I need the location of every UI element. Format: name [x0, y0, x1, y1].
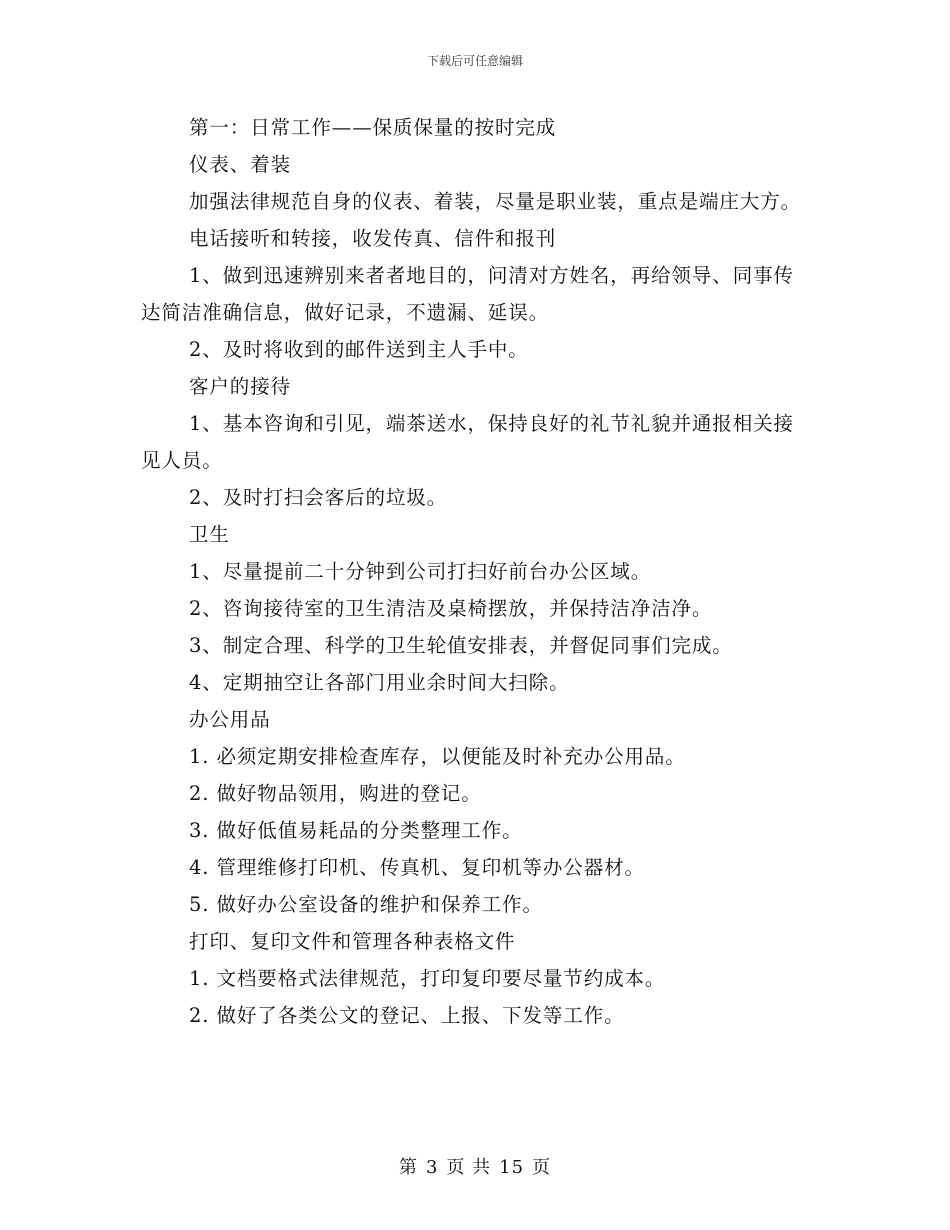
paragraph: 1、尽量提前二十分钟到公司打扫好前台办公区域。 — [189, 560, 652, 583]
page-header: 下载后可任意编辑 — [426, 54, 523, 68]
paragraph: 4. 管理维修打印机、传真机、复印机等办公器材。 — [189, 856, 645, 879]
document-body — [141, 109, 809, 1034]
paragraph: 办公用品 — [189, 708, 271, 731]
paragraph: 1、基本咨询和引见，端茶送水，保持良好的礼节礼貌并通报相关接见人员。 — [141, 412, 794, 472]
paragraph: 5. 做好办公室设备的维护和保养工作。 — [189, 893, 543, 916]
total-pages: 15 — [499, 1157, 525, 1178]
paragraph: 2、及时将收到的邮件送到主人手中。 — [189, 338, 529, 361]
paragraph: 1. 文档要格式法律规范，打印复印要尽量节约成本。 — [189, 967, 666, 990]
paragraph: 4、定期抽空让各部门用业余时间大扫除。 — [189, 671, 570, 694]
page-footer — [0, 1153, 950, 1179]
page-label-mid: 页 共 — [446, 1157, 492, 1178]
paragraph: 2. 做好了各类公文的登记、上报、下发等工作。 — [189, 1004, 625, 1027]
page-number: 3 — [425, 1157, 439, 1178]
paragraph: 卫生 — [189, 523, 230, 546]
paragraph: 2. 做好物品领用，购进的登记。 — [189, 782, 482, 805]
paragraph: 2、及时打扫会客后的垃圾。 — [189, 486, 448, 509]
paragraph: 1. 必须定期安排检查库存，以便能及时补充办公用品。 — [189, 745, 686, 768]
paragraph: 电话接听和转接，收发传真、信件和报刊 — [189, 227, 557, 250]
paragraph: 仪表、着装 — [189, 153, 292, 176]
paragraph: 客户的接待 — [189, 375, 292, 398]
paragraph: 打印、复印文件和管理各种表格文件 — [189, 930, 516, 953]
paragraph: 2、咨询接待室的卫生清洁及桌椅摆放，并保持洁净洁净。 — [189, 597, 713, 620]
page-label-suffix: 页 — [532, 1157, 552, 1178]
paragraph: 第一：日常工作——保质保量的按时完成 — [189, 116, 557, 139]
paragraph: 3、制定合理、科学的卫生轮值安排表，并督促同事们完成。 — [189, 634, 733, 657]
paragraph: 3. 做好低值易耗品的分类整理工作。 — [189, 819, 523, 842]
paragraph: 1、做到迅速辨别来者者地目的，问清对方姓名，再给领导、同事传达简洁准确信息，做好记录，不遗漏、延误。 — [141, 264, 794, 324]
paragraph: 加强法律规范自身的仪表、着装，尽量是职业装，重点是端庄大方。 — [189, 190, 802, 213]
page-label-prefix: 第 — [398, 1157, 418, 1178]
